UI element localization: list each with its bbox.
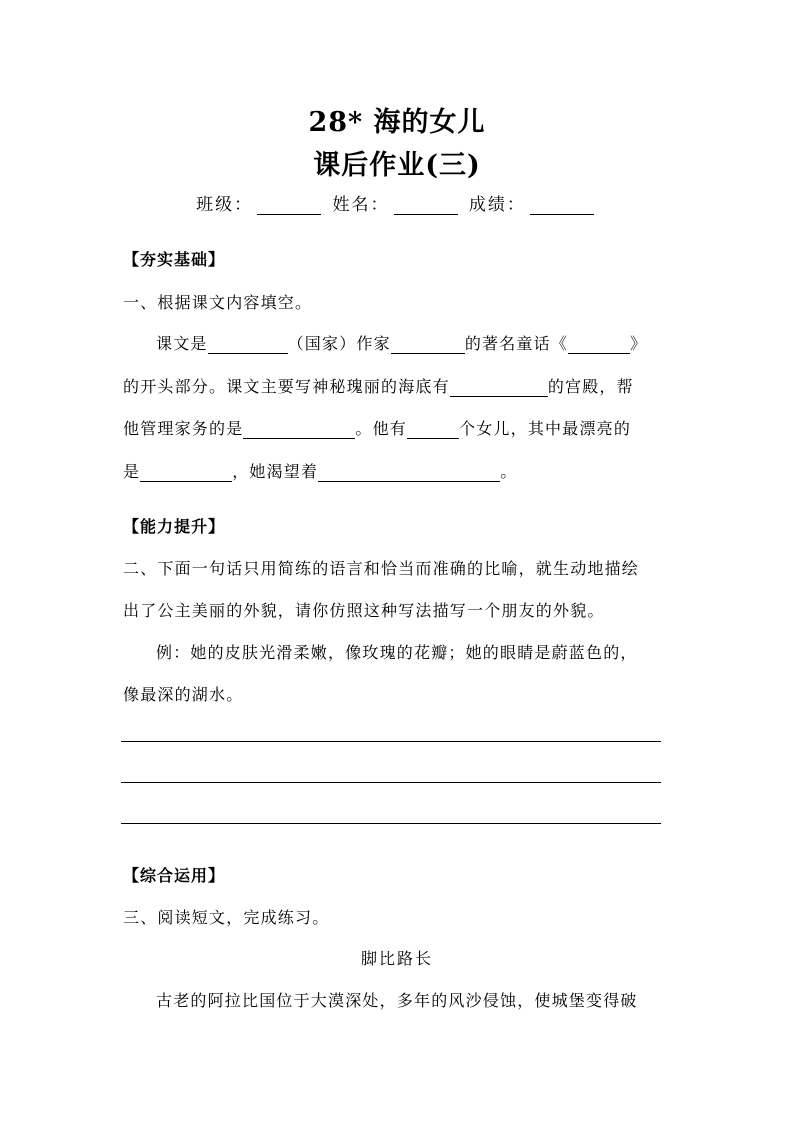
passage-line-1: 古老的阿拉比国位于大漠深处，多年的风沙侵蚀，使城堡变得破 [156, 991, 638, 1010]
question-2-line-2: 出了公主美丽的外貌，请你仿照这种写法描写一个朋友的外貌。 [123, 601, 605, 620]
blank-daughters-count[interactable] [407, 420, 459, 439]
example-line-1: 例：她的皮肤光滑柔嫩，像玫瑰的花瓣；她的眼睛是蔚蓝色的， [156, 643, 638, 662]
fill-line-2: 的开头部分。课文主要写神秘瑰丽的海底有 的宫殿，帮 [123, 377, 634, 396]
blank-desire[interactable] [318, 463, 500, 482]
page-title: 28* 海的女儿 [308, 107, 486, 138]
section-heading-ability: 【能力提升】 [123, 517, 226, 536]
question-1: 一、根据课文内容填空。 [123, 293, 313, 312]
passage-title: 脚比路长 [360, 949, 433, 968]
example-line-2: 像最深的湖水。 [123, 685, 244, 704]
answer-line-2[interactable] [121, 782, 661, 783]
blank-country[interactable] [208, 335, 288, 354]
question-2-line-1: 二、下面一句话只用简练的语言和恰当而准确的比喻，就生动地描绘 [123, 559, 640, 578]
score-label: 成绩： [468, 195, 526, 215]
fill-line-3: 他管理家务的是 。他有 个女儿，其中最漂亮的 [123, 419, 632, 438]
blank-prettiest[interactable] [140, 463, 232, 482]
name-blank[interactable] [394, 196, 458, 215]
question-3: 三、阅读短文，完成练习。 [123, 908, 330, 927]
blank-housekeeper[interactable] [243, 420, 355, 439]
score-blank[interactable] [530, 196, 594, 215]
blank-author[interactable] [391, 335, 465, 354]
answer-line-3[interactable] [121, 823, 661, 824]
fill-line-1: 课文是 （国家）作家 的著名童话《 》 [156, 334, 648, 353]
name-label: 姓名： [332, 195, 390, 215]
blank-palace-owner[interactable] [450, 378, 548, 397]
page-subtitle: 课后作业(三) [313, 150, 481, 181]
class-label: 班级： [196, 195, 254, 215]
blank-story-title[interactable] [568, 335, 630, 354]
answer-line-1[interactable] [121, 741, 661, 742]
section-heading-basics: 【夯实基础】 [123, 250, 226, 269]
fill-line-4: 是 ，她渴望着 。 [123, 462, 518, 481]
section-heading-application: 【综合运用】 [123, 866, 226, 885]
class-blank[interactable] [257, 196, 321, 215]
student-info-row [0, 190, 794, 215]
